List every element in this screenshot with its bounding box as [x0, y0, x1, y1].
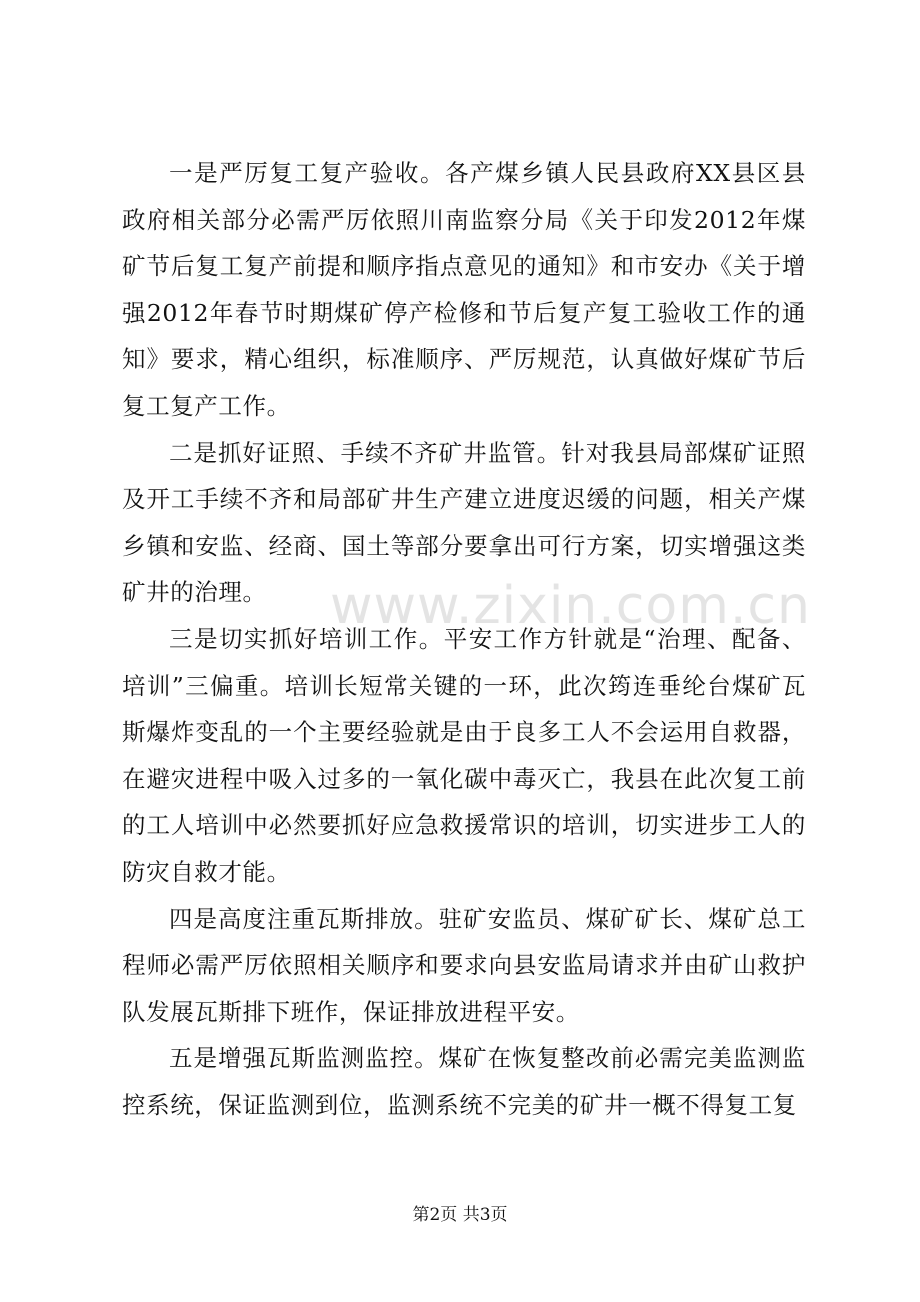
document-body [122, 150, 806, 1128]
paragraph-2: 二是抓好证照、手续不齐矿井监管。针对我县局部煤矿证照及开工手续不齐和局部矿井生产建立进度迟缓的问题，相关产煤乡镇和安监、经商、国土等部分要拿出可行方案，切实增强这类矿井的治理。 [122, 438, 806, 607]
paragraph-1: 一是严厉复工复产验收。各产煤乡镇人民县政府XX县区县政府相关部分必需严厉依照川南监察分局《关于印发2012年煤矿节后复工复产前提和顺序指点意见的通知》和市安办《关于增强2012年春节时期煤矿停产检修和节后复产复工验收工作的通知》要求，精心组织，标准顺序、严厉规范，认真做好煤矿节后复工复产工作。 [122, 159, 806, 420]
paragraph-4: 四是高度注重瓦斯排放。驻矿安监员、煤矿矿长、煤矿总工程师必需严厉依照相关顺序和要求向县安监局请求并由矿山救护队发展瓦斯排下班作，保证排放进程平安。 [122, 904, 806, 1026]
watermark: www.zixin.com.cn [330, 576, 811, 636]
paragraph-3: 三是切实抓好培训工作。平安工作方针就是“治理、配备、培训”三偏重。培训长短常关键的一环，此次筠连垂纶台煤矿瓦斯爆炸变乱的一个主要经验就是由于良多工人不会运用自救器，在避灾进程中吸入过多的一氧化碳中毒灭亡，我县在此次复工前的工人培训中必然要抓好应急救援常识的培训，切实进步工人的防灾自救才能。 [122, 624, 806, 886]
page-footer: 第2页 共3页 [412, 1205, 508, 1225]
paragraph-5: 五是增强瓦斯监测监控。煤矿在恢复整改前必需完美监测监控系统，保证监测到位，监测系统不完美的矿井一概不得复工复 [122, 1044, 806, 1119]
